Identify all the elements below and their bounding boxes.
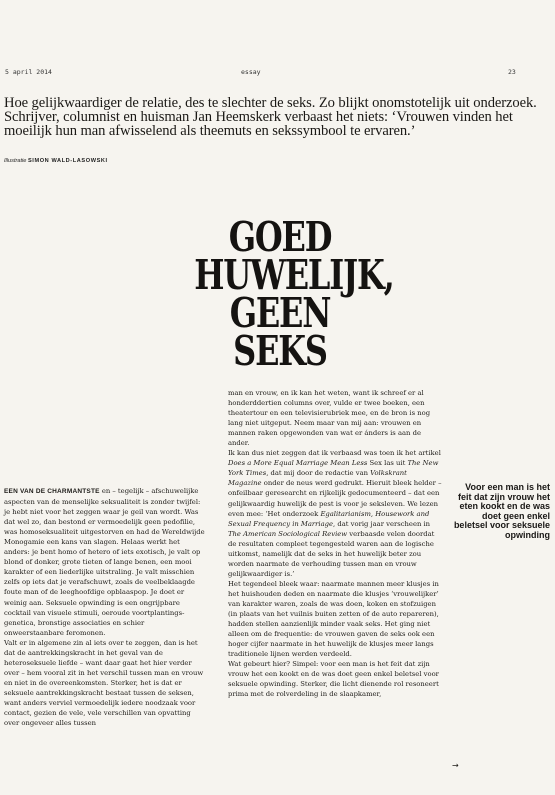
issue-date: 5 april 2014 — [5, 68, 52, 76]
body-paragraph: man en vrouw, en ik kan het weten, want ik schreef er al honderddertien columns over, vulde er twee boeken, een theatertour en een televisierubriek mee, en de bron is nog lang niet uitgeput. Neem maar van mij aan: vrouwen en mannen raken opgewonden van wat er ánders is aan de ander. — [228, 389, 431, 448]
body-text: onder de neus werd gedrukt. Hieruit bleek helder – onfeilbaar geresearcht en rijkelijk gedocumenteerd – dat een gelijkwaardig huwelijk de pest is voor je seksleven. We lezen even mee: ‘Het onderzoek — [228, 479, 442, 518]
body-paragraph — [4, 486, 206, 638]
body-text: , dat mij door de redactie van — [266, 469, 371, 478]
body-paragraph: Valt er in algemene zin al iets over te zeggen, dan is het dat de aantrekkingskracht in het geval van de heteroseksuele liefde – want daar gaat het hier verder over – hem vooral zit in het verschil tussen man en vrouw en niet in de overeenkomsten. Sterker, het is dat er seksuele aantrekkingskracht bestaat tussen de seksen, want anders verviel vermoedelijk iedere noodzaak voor contact, gezien de vele, vele verschillen van opvatting over ongeveer alles tussen — [4, 638, 204, 728]
cited-title: Volkskrant Magazine — [228, 469, 407, 488]
body-text: Ik kan dus niet zeggen dat ik verbaasd was toen ik het artikel — [228, 449, 441, 458]
opening-kicker: EEN VAN DE CHARMANTSTE — [4, 488, 100, 495]
body-paragraph — [228, 448, 442, 579]
intro-lead: Hoe gelijkwaardiger de relatie, des te slechter de seks. Zo blijkt onomstotelijk uit onderzoek. Schrijver, columnist en huisman Jan Heemskerk verbaast het niets: ‘Vrouwen vinden het moeilijk hun man afwisselend als theemuts en sekssymbool te ervaren.’ — [4, 95, 537, 139]
title-line: HUWELIJK, — [194, 251, 394, 299]
article-title — [194, 213, 394, 375]
illustration-credit — [4, 158, 108, 164]
continue-arrow-icon: → — [452, 761, 459, 770]
title-line: GOED — [228, 213, 332, 261]
cited-title: Egalitarianism, Housework and Sexual Frequency in Marriage — [228, 509, 430, 528]
body-text: Sex las uit — [367, 459, 408, 468]
body-paragraph: Wat gebeurt hier? Simpel: voor een man is het feit dat zijn vrouw het een kookt en de was doet geen enkel beletsel voor seksuele opwinding. Sterker, die licht dienende rol resoneert prima met de rolverdeling in de slaapkamer, — [228, 660, 439, 699]
body-paragraph: Het tegendeel bleek waar: naarmate mannen meer klusjes in het huishouden deden en naarmate die klusjes ‘vrouwelijker’ van karakter waren, zoals de was doen, koken en stofzuigen (in plaats van het vuilnis buiten zetten of de auto repareren), hadden stellen aanzienlijk minder vaak seks. Het ging niet alleen om de frequentie: de vrouwen gaven de seks ook een hoger cijfer naarmate in het huwelijk de klusjes meer langs traditionele lijnen werden verdeeld. — [228, 579, 439, 659]
body-column-middle — [228, 388, 442, 699]
page-number: 23 — [508, 68, 516, 76]
cited-title: The New York Times — [228, 459, 439, 478]
cited-title: Does a More Equal Marriage Mean Less — [228, 459, 368, 468]
section-label: essay — [241, 68, 261, 76]
illustrator-name: SIMON WALD-LASOWSKI — [27, 158, 108, 164]
title-line: SEKS — [233, 327, 327, 375]
body-column-left — [4, 486, 206, 728]
illustration-label: Illustratie — [4, 158, 27, 164]
cited-title: The American Sociological Review — [228, 529, 348, 538]
pull-quote: Voor een man is het feit dat zijn vrouw het eten kookt en de was doet geen enkel beletsel voor seksuele opwinding — [453, 482, 550, 540]
body-text: verbaasde velen doordat de resultaten compleet tegengesteld waren aan de logische uitkomst, namelijk dat de seks in het huwelijk beter zou worden naarmate de verhouding tussen man en vrouw gelijkwaardiger is.’ — [228, 529, 435, 578]
body-text: , dat vorig jaar verscheen in — [333, 519, 431, 528]
body-text: en – tegelijk – afschuwelijke aspecten van de menselijke seksualiteit is zonder twijfel: je hebt niet voor het zeggen waar je geil van wordt. Was dat wel zo, dan bestond er vermoedelijk geen pedofilie, was homoseksualiteit uitgestorven en had de Wereldwijde Monogamie een kans van slagen. Helaas werkt het anders: je bent homo of hetero of iets exotisch, je valt op blond of donker, grote tieten of lange benen, een mooi karakter of een liederlijke uitstraling. Je valt misschien zelfs op iets dat je verafschuwt, zoals de veelbeklaagde foute man of de leeghoofdige opblaaspop. Je doet er weinig aan. Seksuele opwinding is een ongrijpbare cocktail van visuele stimuli, oeroude voortplantings-genetica, bronstige associaties en schier onweerstaanbare feromonen. — [4, 487, 205, 637]
title-line: GEEN — [229, 289, 331, 337]
